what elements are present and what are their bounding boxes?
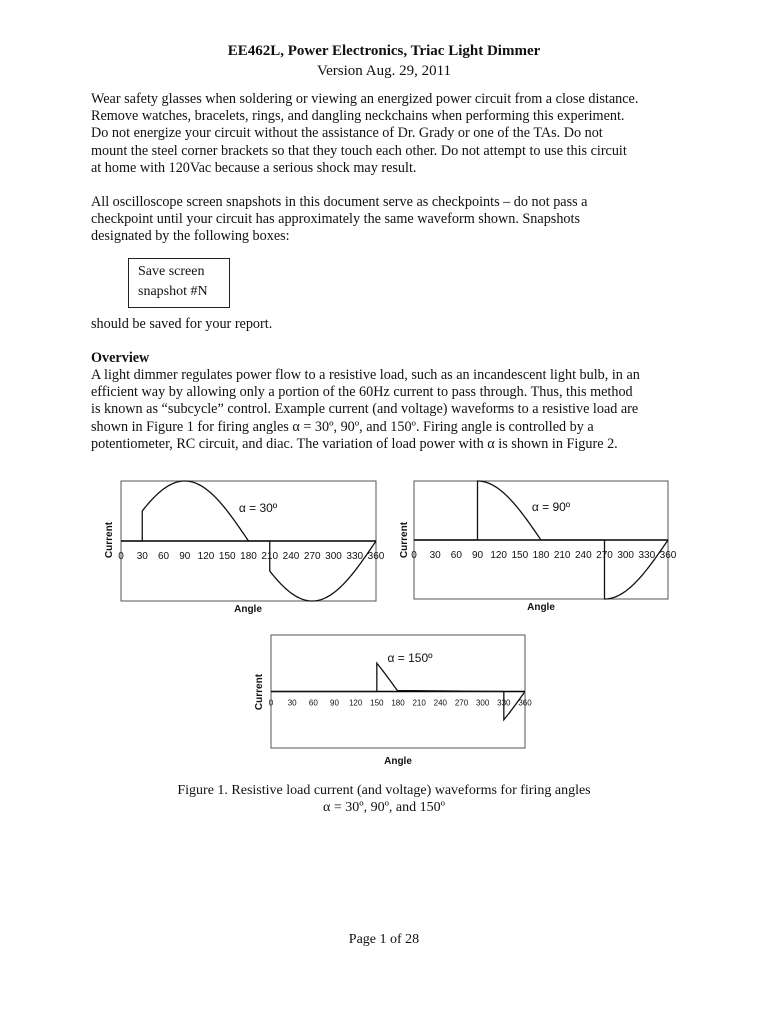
x-tick-label: 240 xyxy=(433,698,448,708)
report-line xyxy=(91,316,671,333)
text-line: All oscilloscope screen snapshots in this document serve as checkpoints – do not pass a xyxy=(91,194,588,210)
text-line: A light dimmer regulates power flow to a resistive load, such as an incandescent light bulb, in an xyxy=(91,367,640,383)
y-axis-label: Current xyxy=(399,521,410,559)
x-tick-label: 30 xyxy=(429,550,441,561)
text-line: at home with 120Vac because a serious shock may result. xyxy=(91,159,417,176)
x-tick-label: 300 xyxy=(617,550,635,561)
snapshot-box-line: Save screen xyxy=(138,264,205,279)
chart-title: α = 30º xyxy=(238,501,278,515)
x-tick-label: 300 xyxy=(475,698,490,708)
x-tick-label: 330 xyxy=(638,550,656,561)
figure-caption xyxy=(0,782,768,816)
text-line: mount the steel corner brackets so that they touch each other. Do not attempt to use this circuit xyxy=(91,142,627,159)
x-tick-label: 0 xyxy=(268,698,274,708)
x-tick-label: 30 xyxy=(136,551,148,562)
text-line: checkpoint until your circuit has approximately the same waveform shown. Snapshots xyxy=(91,211,580,228)
x-tick-label: 210 xyxy=(412,698,426,708)
x-tick-label: 30 xyxy=(287,698,297,708)
x-tick-label: 0 xyxy=(118,551,124,562)
safety-paragraph xyxy=(91,91,671,177)
x-tick-label: 90 xyxy=(330,698,339,708)
chart-alpha-30 xyxy=(100,478,390,628)
text-line: Do not energize your circuit without the assistance of Dr. Grady or one of the TAs. Do not xyxy=(91,125,603,142)
x-tick-label: 180 xyxy=(391,698,405,708)
caption-line: α = 30º, 90º, and 150º xyxy=(323,800,445,815)
x-tick-label: 240 xyxy=(574,550,592,561)
text-line: shown in Figure 1 for firing angles α = 30º, 90º, and 150º. Firing angle is controlled by a xyxy=(91,418,594,435)
x-tick-label: 120 xyxy=(348,698,363,708)
chart-alpha-150 xyxy=(250,632,540,772)
x-tick-label: 210 xyxy=(261,551,279,562)
text-line: efficient way by allowing only a portion of the 60Hz current to pass through. Thus, this method xyxy=(91,384,633,401)
checkpoint-paragraph xyxy=(91,194,671,246)
x-tick-label: 180 xyxy=(240,551,257,562)
x-tick-label: 90 xyxy=(471,550,484,561)
x-tick-label: 60 xyxy=(157,551,170,562)
chart-title: α = 90º xyxy=(531,500,571,514)
x-axis-label: Angle xyxy=(527,602,555,613)
text-line: should be saved for your report. xyxy=(91,316,273,332)
x-tick-label: 330 xyxy=(497,698,511,708)
document-title: EE462L, Power Electronics, Triac Light Dimmer xyxy=(227,43,541,59)
y-axis-label: Current xyxy=(254,673,265,711)
x-tick-label: 360 xyxy=(367,551,385,562)
x-tick-label: 180 xyxy=(532,550,550,561)
x-tick-label: 120 xyxy=(197,551,215,562)
x-tick-label: 150 xyxy=(218,551,236,562)
x-tick-label: 60 xyxy=(308,698,318,708)
snapshot-box-line: snapshot #N xyxy=(138,284,208,299)
x-tick-label: 60 xyxy=(450,550,462,561)
text-line: Remove watches, bracelets, rings, and dangling neckchains when performing this experiment. xyxy=(91,108,625,125)
page-number: Page 1 of 28 xyxy=(348,932,420,947)
x-axis-label: Angle xyxy=(234,604,262,615)
text-line: Wear safety glasses when soldering or viewing an energized power circuit from a close distance. xyxy=(91,91,639,107)
x-tick-label: 360 xyxy=(518,698,532,708)
x-tick-label: 300 xyxy=(325,551,342,562)
x-tick-label: 270 xyxy=(303,551,321,562)
text-line: designated by the following boxes: xyxy=(91,228,290,245)
y-axis-label: Current xyxy=(104,521,115,559)
x-tick-label: 360 xyxy=(659,550,677,561)
x-tick-label: 150 xyxy=(511,550,529,561)
overview-heading: Overview xyxy=(91,350,150,366)
x-tick-label: 0 xyxy=(411,550,417,561)
x-tick-label: 330 xyxy=(346,551,364,562)
x-tick-label: 90 xyxy=(179,551,191,562)
x-axis-label: Angle xyxy=(384,756,412,767)
text-line: is known as “subcycle” control. Example current (and voltage) waveforms to a resistive load are xyxy=(91,401,639,418)
snapshot-box xyxy=(128,258,230,308)
x-tick-label: 210 xyxy=(553,550,571,561)
x-tick-label: 120 xyxy=(490,550,508,561)
document-version: Version Aug. 29, 2011 xyxy=(316,63,452,79)
text-line: potentiometer, RC circuit, and diac. The variation of load power with α is shown in Figure 2. xyxy=(91,435,618,452)
overview-paragraph xyxy=(91,367,671,453)
x-tick-label: 240 xyxy=(282,551,300,562)
x-tick-label: 150 xyxy=(370,698,384,708)
chart-title: α = 150º xyxy=(387,651,433,665)
caption-line: Figure 1. Resistive load current (and voltage) waveforms for firing angles xyxy=(177,783,591,798)
x-tick-label: 270 xyxy=(454,698,469,708)
x-tick-label: 270 xyxy=(596,550,613,561)
chart-alpha-90 xyxy=(395,478,685,628)
